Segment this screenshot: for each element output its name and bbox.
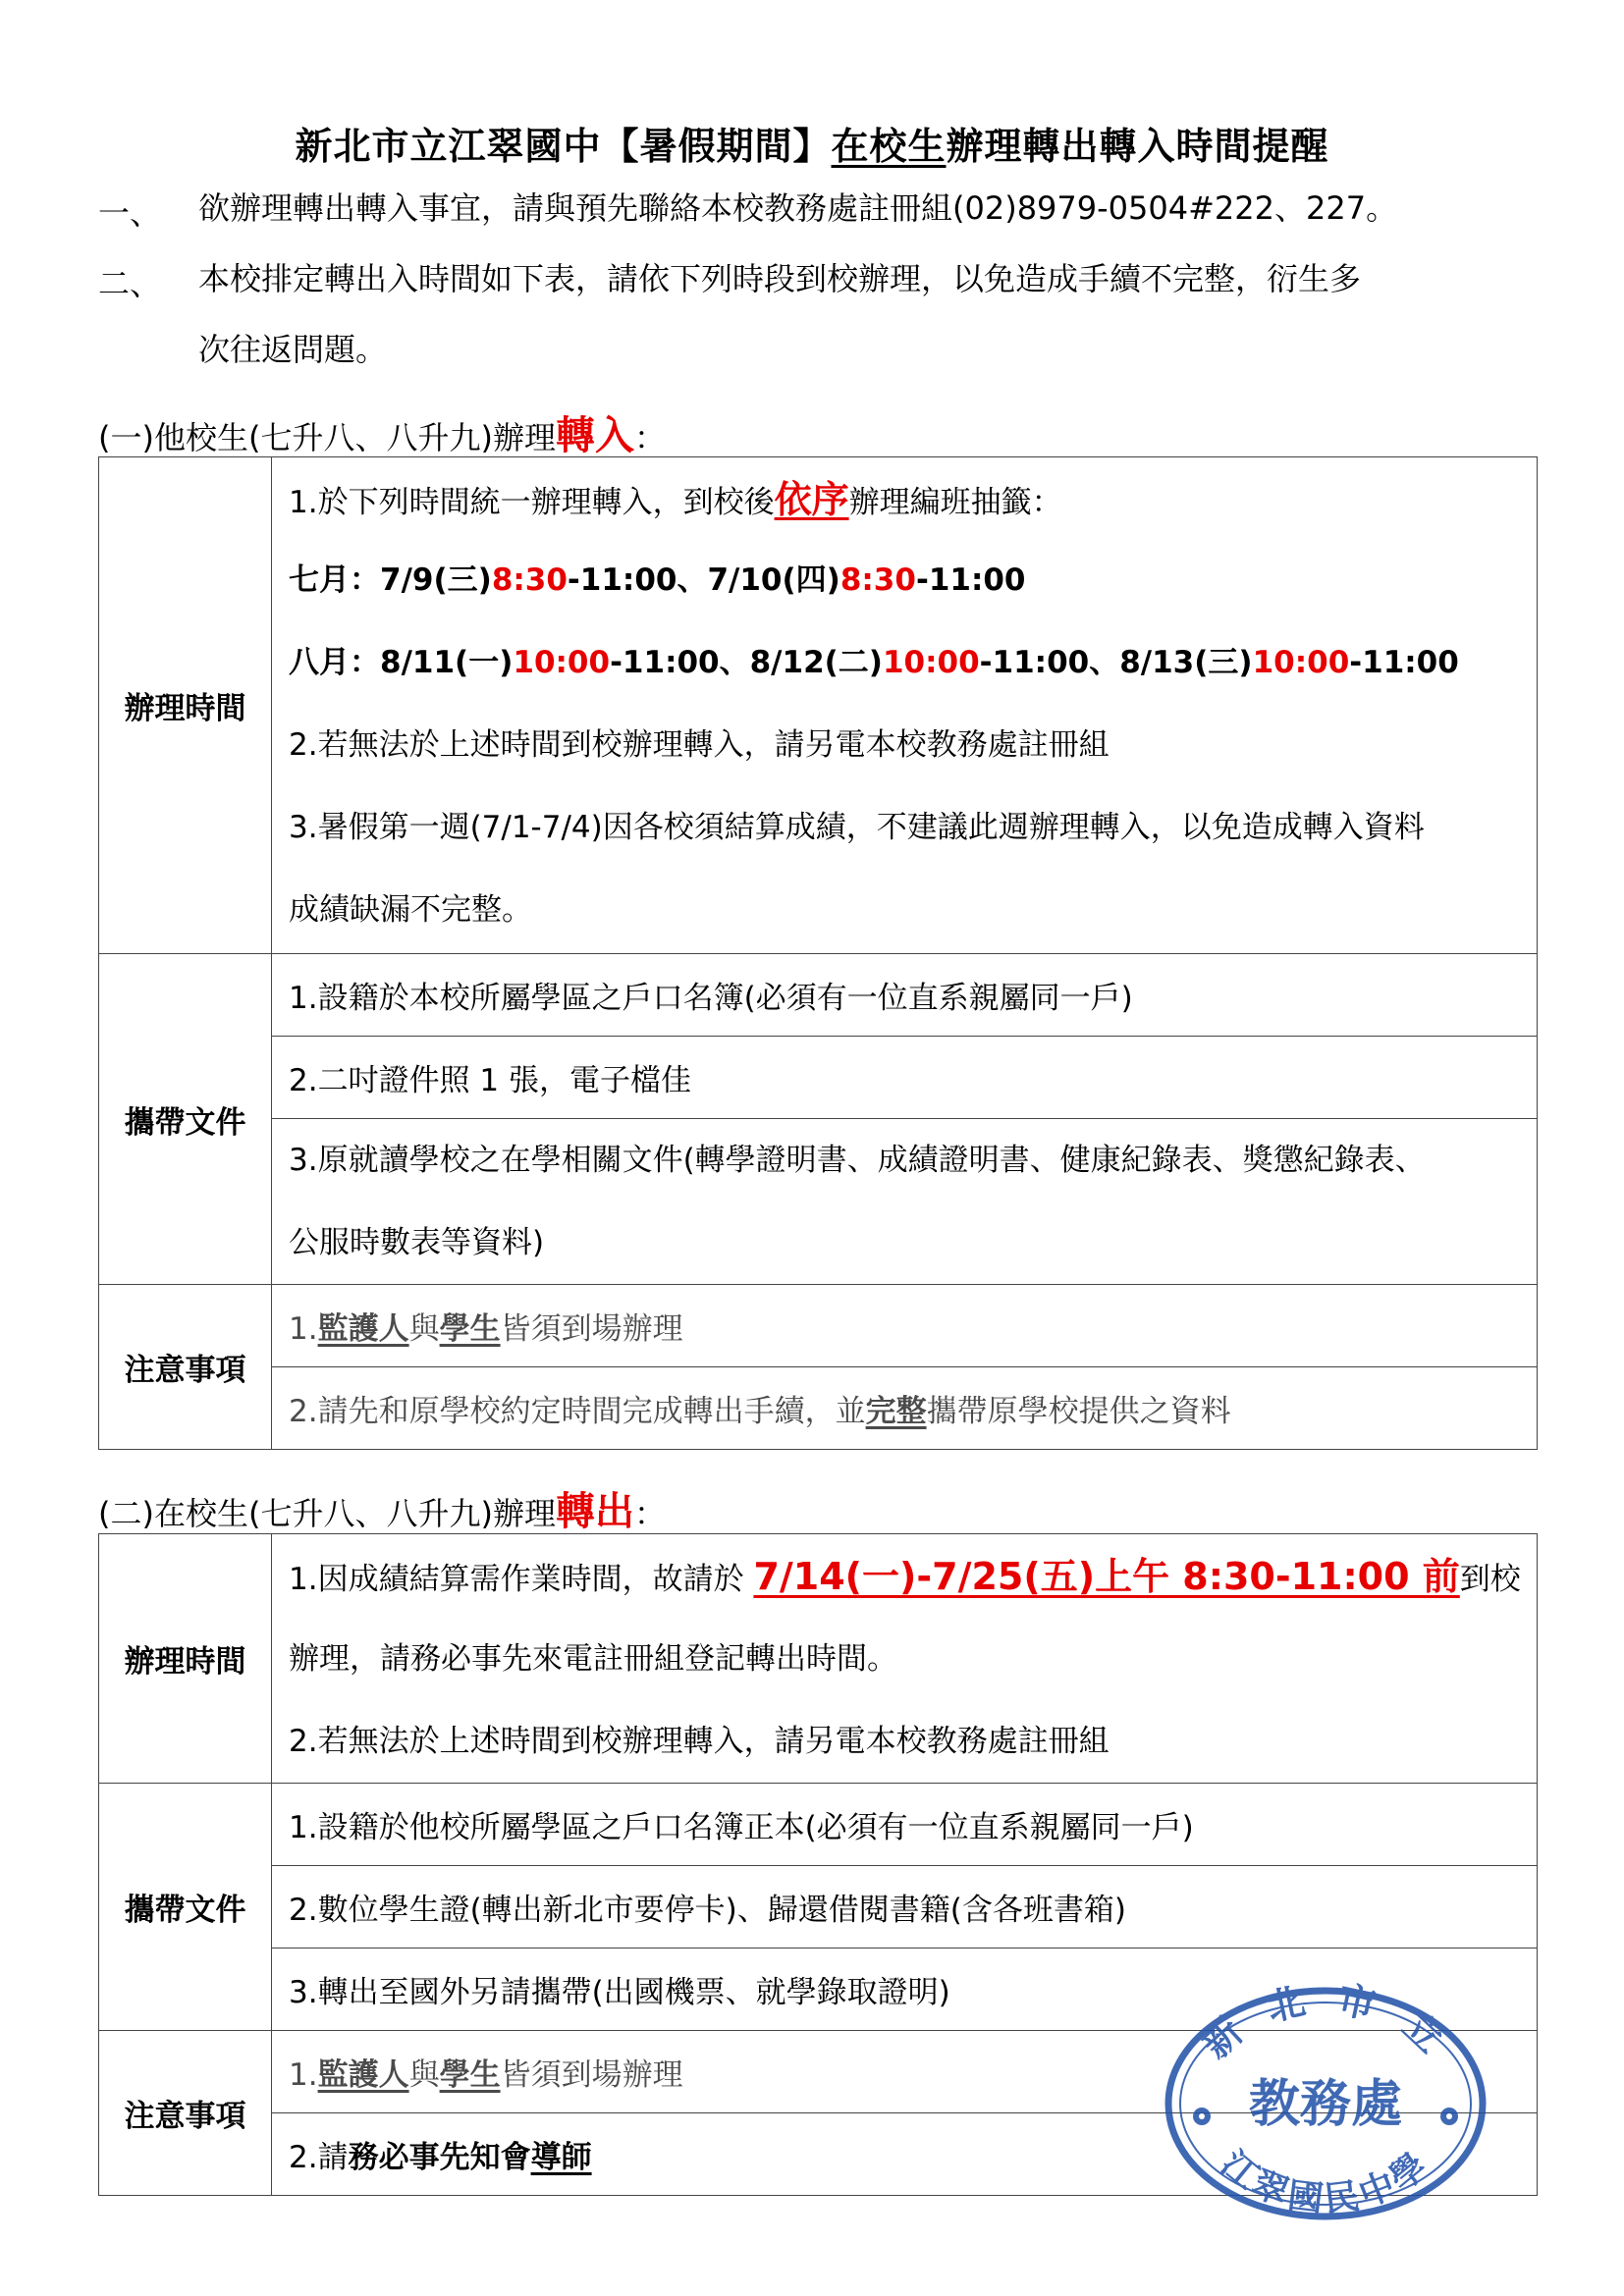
intro-text-2-line1: 本校排定轉出入時間如下表，請依下列時段到校辦理，以免造成手續不完整，衍生多: [198, 260, 1362, 297]
table-row: 辦理時間 1.因成績結算需作業時間，故請於 7/14(一)-7/25(五)上午 8:30-11:00 前到校 辦理，請務必事先來電註冊組登記轉出時間。 2.若無法於上述時間到校辦理轉入，請另電本校教務處註冊組: [99, 1534, 1538, 1784]
plum-blossom-icon: [1193, 2108, 1211, 2125]
august-schedule: 八月：8/11(一)10:00-11:00、8/12(二)10:00-11:00、8/13(三)10:00-11:00: [289, 644, 1459, 680]
time-details: 1.於下列時間統一辦理轉入，到校後依序辦理編班抽籤： 七月：7/9(三)8:30-11:00、7/10(四)8:30-11:00 八月：8/11(一)10:00-11:00、8/12(二)10:00-11:00、8/13(三)10:00-11:00 2.若無法於上述時間到校辦理轉入，請另電本校教務處註冊組 3.暑假第一週(7/1-7/4)因各校須結算成績，不建議此週辦理轉入，以免造成轉入資料 成績缺漏不完整。: [272, 457, 1538, 954]
stamp-top-text: 新 北 市 立: [1193, 1981, 1458, 2067]
row-label-docs: 攜帶文件: [99, 954, 272, 1285]
row-label-notes: 注意事項: [99, 2031, 272, 2196]
section1-title: (一)他校生(七升八、八升九)辦理轉入：: [98, 413, 666, 458]
plum-blossom-icon: [1440, 2108, 1458, 2125]
transfer-out-deadline: 7/14(一)-7/25(五)上午 8:30-11:00 前: [753, 1554, 1460, 1598]
stamp-bottom-text: 江翠國民中學: [1213, 2142, 1438, 2221]
row-label-notes: 注意事項: [99, 1285, 272, 1450]
row-label-time: 辦理時間: [99, 457, 272, 954]
transfer-in-table: [98, 456, 1538, 1450]
row-label-docs: 攜帶文件: [99, 1784, 272, 2031]
page-title: 新北市立江翠國中【暑假期間】在校生辦理轉出轉入時間提醒: [295, 125, 1329, 168]
row-label-time: 辦理時間: [99, 1534, 272, 1784]
table-row: 注意事項 1.監護人與學生皆須到場辦理: [99, 2031, 1538, 2113]
table-row: 2.請先和原學校約定時間完成轉出手續，並完整攜帶原學校提供之資料: [99, 1367, 1538, 1450]
table-row: 攜帶文件 1.設籍於本校所屬學區之戶口名簿(必須有一位直系親屬同一戶): [99, 954, 1538, 1037]
table-row: 3.原就讀學校之在學相關文件(轉學證明書、成績證明書、健康紀錄表、獎懲紀錄表、 公服時數表等資料): [99, 1119, 1538, 1285]
stamp-center-text: 教務處: [1248, 2074, 1403, 2134]
table-row: 攜帶文件 1.設籍於他校所屬學區之戶口名簿正本(必須有一位直系親屬同一戶): [99, 1784, 1538, 1866]
intro-number-1: 一、: [98, 194, 162, 232]
intro-text-2-line2: 次往返問題。: [198, 331, 388, 368]
table-row: 2.數位學生證(轉出新北市要停卡)、歸還借閱書籍(含各班書箱): [99, 1866, 1538, 1949]
section2-title: (二)在校生(七升八、八升九)辦理轉出：: [98, 1489, 666, 1534]
table-row: 注意事項 1.監護人與學生皆須到場辦理: [99, 1285, 1538, 1367]
table-row: 3.轉出至國外另請攜帶(出國機票、就學錄取證明): [99, 1949, 1538, 2031]
table-row: 2.二吋證件照 1 張，電子檔佳: [99, 1037, 1538, 1119]
intro-text-1: 欲辦理轉出轉入事宜，請與預先聯絡本校教務處註冊組(02)8979-0504#222、227。: [198, 189, 1398, 227]
table-row: [99, 457, 1538, 954]
intro-number-2: 二、: [98, 265, 162, 302]
table-row: 2.請務必事先知會導師: [99, 2113, 1538, 2196]
office-stamp: [1159, 1981, 1492, 2226]
july-schedule: 七月：7/9(三)8:30-11:00、7/10(四)8:30-11:00: [289, 561, 1026, 598]
